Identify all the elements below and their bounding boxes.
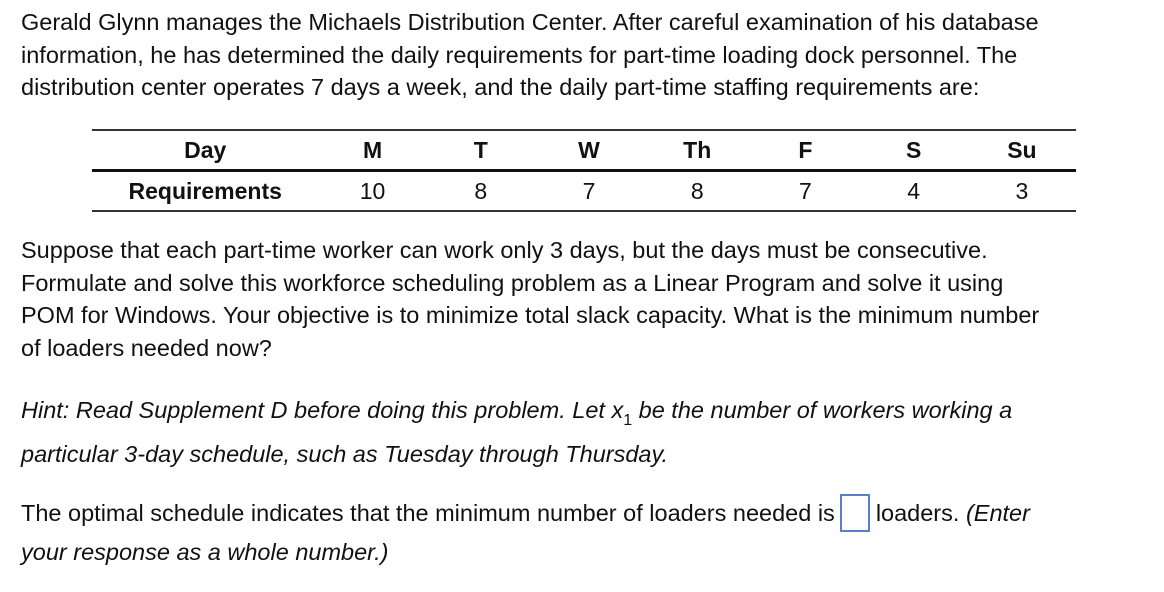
day-header: Th: [683, 136, 712, 163]
row-header-day: Day: [184, 136, 227, 163]
day-header: F: [798, 136, 813, 163]
question-line-1: Suppose that each part-time worker can work only 3 days, but the days must be consecutive.: [21, 237, 988, 263]
variable-subscript: 1: [623, 412, 633, 429]
answer-instruction-part-1: (Enter: [965, 500, 1030, 526]
day-header: T: [473, 136, 488, 163]
intro-line-3: distribution center operates 7 days a week, and the daily part-time staffing requirements are:: [21, 74, 980, 100]
intro-line-1: Gerald Glynn manages the Michaels Distribution Center. After careful examination of his database: [21, 9, 1039, 35]
answer-input[interactable]: [840, 494, 870, 532]
requirement-cell: 4: [907, 177, 921, 204]
requirement-cell: 8: [474, 177, 488, 204]
question-line-2: Formulate and solve this workforce scheduling problem as a Linear Program and solve it using: [21, 269, 1004, 296]
question-line-4: of loaders needed now?: [21, 334, 272, 361]
day-header: W: [578, 136, 600, 163]
intro-paragraph: [21, 6, 1039, 104]
hint-text-before-variable: Hint: Read Supplement D before doing this problem. Let: [21, 397, 612, 423]
intro-line-2: information, he has determined the daily requirements for part-time loading dock personnel. The: [21, 41, 1018, 68]
requirement-cell: 3: [1015, 177, 1029, 204]
variable-x: x: [611, 397, 624, 423]
table-row: [92, 171, 1076, 212]
question-paragraph: [21, 234, 1039, 364]
answer-text-before-box: The optimal schedule indicates that the minimum number of loaders needed is: [21, 500, 835, 526]
hint-line-1: [21, 390, 1012, 434]
requirement-cell: 7: [799, 177, 812, 204]
answer-instruction-line-2: your response as a whole number.): [21, 539, 389, 565]
row-header-requirements: Requirements: [128, 177, 282, 204]
day-header: M: [362, 136, 383, 163]
hint-line-2: particular 3-day schedule, such as Tuesday through Thursday.: [21, 441, 669, 467]
answer-sentence: [21, 494, 1030, 534]
requirement-cell: 7: [582, 177, 596, 204]
table-header-row: [92, 130, 1076, 171]
answer-text-after-box: loaders.: [875, 500, 960, 526]
hint-paragraph: [21, 390, 1012, 475]
requirement-cell: 10: [359, 177, 386, 204]
day-header: S: [905, 136, 922, 163]
question-line-3: POM for Windows. Your objective is to minimize total slack capacity. What is the minimum number: [21, 302, 1040, 328]
hint-text-after-variable: be the number of workers working a: [632, 397, 1013, 423]
day-header: Su: [1007, 136, 1037, 163]
requirements-table: [92, 129, 1076, 212]
requirement-cell: 8: [690, 177, 704, 204]
